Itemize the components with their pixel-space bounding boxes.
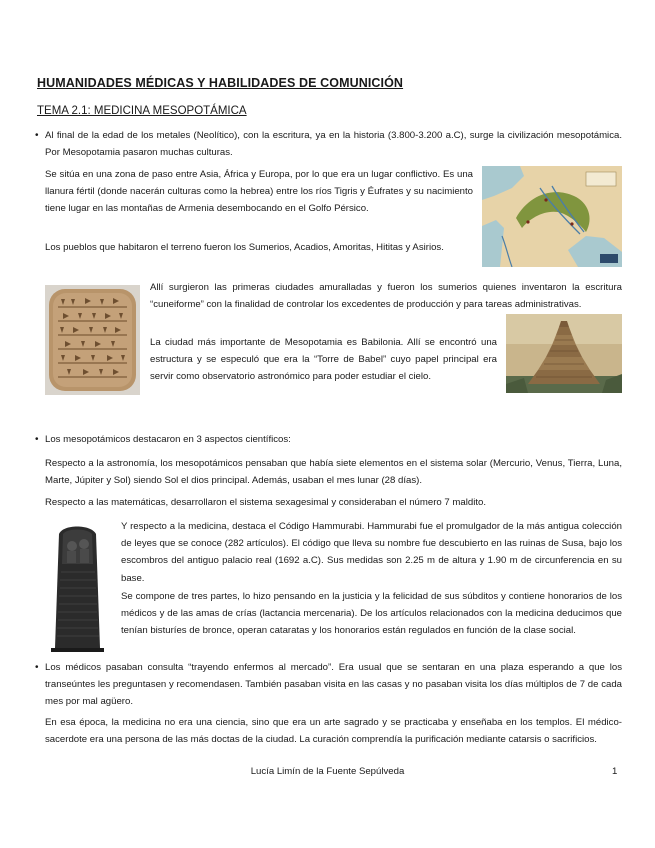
paragraph-doctors-market: Los médicos pasaban consulta “trayendo enfermos al mercado”. Era usual que se sentaran en una plaza esperando a que los transeúntes les preguntasen y recomendasen. También pasaban visita en las casas y no pasaban visita los días múltiplos de 7 de cada mes por mal agüero. <box>45 662 622 708</box>
paragraph-babylon: La ciudad más importante de Mesopotamia es Babilonia. Allí se encontró una estructura y se especuló que era la “Torre de Babel” cuyo papel principal era servir como observatorio astronómico para poder estudiar el cielo. <box>150 337 497 383</box>
bullet-marker: • <box>35 662 39 673</box>
mesopotamia-map-image <box>482 166 622 267</box>
section-subtitle: TEMA 2.1: MEDICINA MESOPOTÁMICA <box>37 105 247 117</box>
bullet-marker: • <box>35 434 39 445</box>
paragraph-sacred-art: En esa época, la medicina no era una ciencia, sino que era un arte sagrado y se practicaba y enseñaba en los templos. El médico-sacerdote era una persona de las más doctas de la ciudad. La curación comprendía la purificación mediante catarsis o sacrificios. <box>45 717 622 746</box>
hammurabi-stele-image <box>45 520 110 653</box>
paragraph-cuneiform: Allí surgieron las primeras ciudades amuralladas y fueron los sumerios quienes inventaron la escritura “cuneiforme” con la finalidad de controlar los excedentes de producción y para tareas administrativas. <box>150 282 622 311</box>
cuneiform-tablet-image <box>45 285 140 395</box>
tablet-graphic <box>45 285 140 395</box>
paragraph-geography: Se sitúa en una zona de paso entre Asia, África y Europa, por lo que era un lugar conflictivo. Es una llanura fértil (donde nacerán culturas como la hebrea) entre los ríos Tigris y Éufrates y su nacimiento tiene lugar en las montañas de Armenia desembocando en el Golfo Pérsico. <box>45 169 473 215</box>
stele-graphic <box>45 520 110 653</box>
footer-author: Lucía Limín de la Fuente Sepúlveda <box>250 766 405 777</box>
tower-graphic <box>506 314 622 393</box>
bullet-marker: • <box>35 130 39 141</box>
document-title: HUMANIDADES MÉDICAS Y HABILIDADES DE COMUNICIÓN <box>37 76 404 90</box>
paragraph-science-aspects: Los mesopotámicos destacaron en 3 aspectos científicos: <box>45 434 291 445</box>
paragraph-intro: Al final de la edad de los metales (Neolítico), con la escritura, ya en la historia (3.800-3.200 a.C), surge la civilización mesopotámica. Por Mesopotamia pasaron muchas culturas. <box>45 130 622 159</box>
paragraph-code-parts: Se compone de tres partes, lo hizo pensando en la justicia y la felicidad de sus súbditos y contiene honorarios de los médicos y de las amas de crías (lactancia mercenaria). De los artículos relacionados con la medicina deducimos que tenían bisturíes de bronce, operan cataratas y los honorarios están regulados en función de la clase social. <box>121 591 622 637</box>
tower-of-babel-image <box>506 314 622 393</box>
paragraph-hammurabi-code: Y respecto a la medicina, destaca el Código Hammurabi. Hammurabi fue el promulgador de la más antigua colección de leyes que se conoce (282 artículos). El código que lleva su nombre fue descubierto en las ruinas de Susa, bajo los escombros del antiguo palacio real (1692 a.C). Sus medidas son 2.25 m de altura y 1.90 m de circunferencia en su base. <box>121 521 622 584</box>
page-number: 1 <box>612 766 618 777</box>
paragraph-mathematics: Respecto a las matemáticas, desarrollaron el sistema sexagesimal y consideraban el número 7 maldito. <box>45 497 486 508</box>
map-graphic <box>482 166 622 267</box>
paragraph-astronomy: Respecto a la astronomía, los mesopotámicos pensaban que había siete elementos en el sistema solar (Mercurio, Venus, Tierra, Luna, Marte, Júpiter y Sol) siendo Sol el dios principal. Además, usaban el mes lunar (28 días). <box>45 458 622 487</box>
paragraph-peoples: Los pueblos que habitaron el terreno fueron los Sumerios, Acadios, Amoritas, Hititas y Asirios. <box>45 242 444 253</box>
